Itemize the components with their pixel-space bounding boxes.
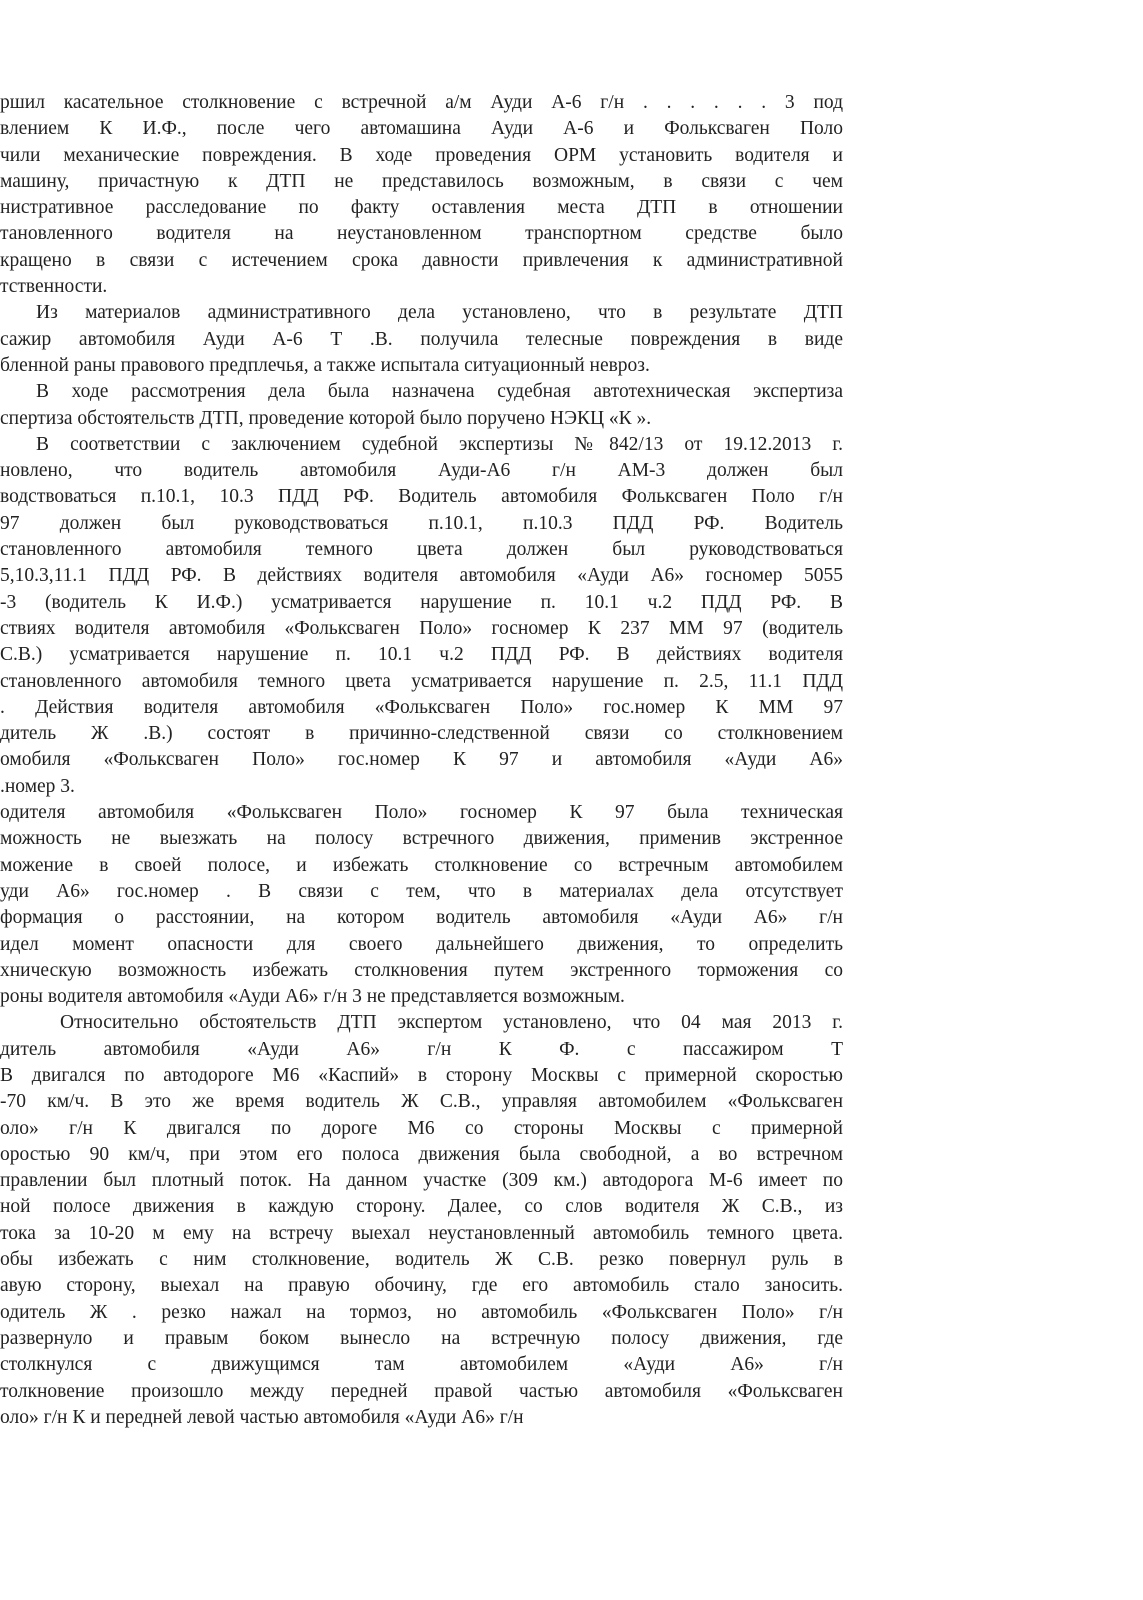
text-line: оло» г/н К двигался по дороге М6 со стороны Москвы с примерной (0, 1117, 843, 1139)
text-line: .номер 3. (0, 775, 75, 797)
text-line: Относительно обстоятельств ДТП экспертом установлено, что 04 мая 2013 г. (60, 1012, 843, 1034)
text-line: 5,10.3,11.1 ПДД РФ. В действиях водителя автомобиля «Ауди А6» госномер 5055 (0, 565, 843, 587)
text-line: влением К И.Ф., после чего автомашина Ауди А-6 и Фольксваген Поло (0, 118, 843, 140)
text-line: Из материалов административного дела установлено, что в результате ДТП (36, 302, 843, 324)
text-line: дитель Ж .В.) состоят в причинно-следственной связи со столкновением (0, 723, 843, 745)
text-line: оростью 90 км/ч, при этом его полоса движения была свободной, а во встречном (0, 1143, 843, 1165)
text-line: роны водителя автомобиля «Ауди А6» г/н 3 не представляется возможным. (0, 986, 625, 1008)
text-line: можение в своей полосе, и избежать столкновение со встречным автомобилем (0, 854, 843, 876)
text-line: можность не выезжать на полосу встречного движения, применив экстренное (0, 828, 843, 850)
text-line: кращено в связи с истечением срока давности привлечения к административной (0, 249, 843, 271)
text-line: тановленного водителя на неустановленном транспортном средстве было (0, 223, 843, 245)
text-line: одитель Ж . резко нажал на тормоз, но автомобиль «Фольксваген Поло» г/н (0, 1301, 843, 1323)
text-line: машину, причастную к ДТП не представилось возможным, в связи с чем (0, 170, 843, 192)
text-line: тока за 10-20 м ему на встречу выехал неустановленный автомобиль темного цвета. (0, 1222, 843, 1244)
text-line: С.В.) усматривается нарушение п. 10.1 ч.2 ПДД РФ. В действиях водителя (0, 644, 843, 666)
text-line: сажир автомобиля Ауди А-6 Т .В. получила телесные повреждения в виде (0, 328, 843, 350)
text-line: тственности. (0, 276, 108, 298)
text-line: 97 должен был руководствоваться п.10.1, п.10.3 ПДД РФ. Водитель (0, 512, 843, 534)
text-line: омобиля «Фольксваген Поло» гос.номер К 97 и автомобиля «Ауди А6» (0, 749, 843, 771)
text-line: нистративное расследование по факту оставления места ДТП в отношении (0, 197, 843, 219)
text-line: одителя автомобиля «Фольксваген Поло» госномер К 97 была техническая (0, 802, 843, 824)
text-line: водствоваться п.10.1, 10.3 ПДД РФ. Водитель автомобиля Фольксваген Поло г/н (0, 486, 843, 508)
text-line: столкнулся с движущимся там автомобилем «Ауди А6» г/н (0, 1354, 843, 1376)
text-line: ствиях водителя автомобиля «Фольксваген Поло» госномер К 237 ММ 97 (водитель (0, 617, 843, 639)
text-line: становленного автомобиля темного цвета должен был руководствоваться (0, 539, 843, 561)
text-line: развернуло и правым боком вынесло на встречную полосу движения, где (0, 1327, 843, 1349)
text-line: идел момент опасности для своего дальнейшего движения, то определить (0, 933, 843, 955)
text-line: обы избежать с ним столкновение, водитель Ж С.В. резко повернул руль в (0, 1249, 843, 1271)
text-line: В двигался по автодороге М6 «Каспий» в сторону Москвы с примерной скоростью (0, 1064, 843, 1086)
text-line: . Действия водителя автомобиля «Фольксваген Поло» гос.номер К ММ 97 (0, 696, 843, 718)
text-line: толкновение произошло между передней правой частью автомобиля «Фольксваген (0, 1380, 843, 1402)
text-line: формация о расстоянии, на котором водитель автомобиля «Ауди А6» г/н (0, 907, 843, 929)
text-line: спертиза обстоятельств ДТП, проведение которой было поручено НЭКЦ «К ». (0, 407, 652, 429)
text-line: новлено, что водитель автомобиля Ауди-А6 г/н АМ-3 должен был (0, 460, 843, 482)
text-line: правлении был плотный поток. На данном участке (309 км.) автодорога М-6 имеет по (0, 1170, 843, 1192)
text-line: уди А6» гос.номер . В связи с тем, что в материалах дела отсутствует (0, 880, 843, 902)
text-line: -70 км/ч. В это же время водитель Ж С.В., управляя автомобилем «Фольксваген (0, 1091, 843, 1113)
text-line: дитель автомобиля «Ауди А6» г/н К Ф. с пассажиром Т (0, 1038, 843, 1060)
text-line: авую сторону, выехал на правую обочину, где его автомобиль стало заносить. (0, 1275, 843, 1297)
text-line: чили механические повреждения. В ходе проведения ОРМ установить водителя и (0, 144, 843, 166)
text-line: оло» г/н К и передней левой частью автомобиля «Ауди А6» г/н (0, 1406, 524, 1428)
text-line: -3 (водитель К И.Ф.) усматривается нарушение п. 10.1 ч.2 ПДД РФ. В (0, 591, 843, 613)
text-line: ной полосе движения в каждую сторону. Далее, со слов водителя Ж С.В., из (0, 1196, 843, 1218)
text-line: ршил касательное столкновение с встречной а/м Ауди А-6 г/н . . . . . . 3 под (0, 92, 843, 113)
text-line: становленного автомобиля темного цвета усматривается нарушение п. 2.5, 11.1 ПДД (0, 670, 843, 692)
text-line: В ходе рассмотрения дела была назначена судебная автотехническая экспертиза (36, 381, 843, 403)
document-body (0, 90, 843, 1431)
text-line: бленной раны правового предплечья, а также испытала ситуационный невроз. (0, 354, 650, 376)
text-line: хническую возможность избежать столкновения путем экстренного торможения со (0, 959, 843, 981)
text-line: В соответствии с заключением судебной экспертизы №842/13 от 19.12.2013 г. (36, 433, 843, 455)
